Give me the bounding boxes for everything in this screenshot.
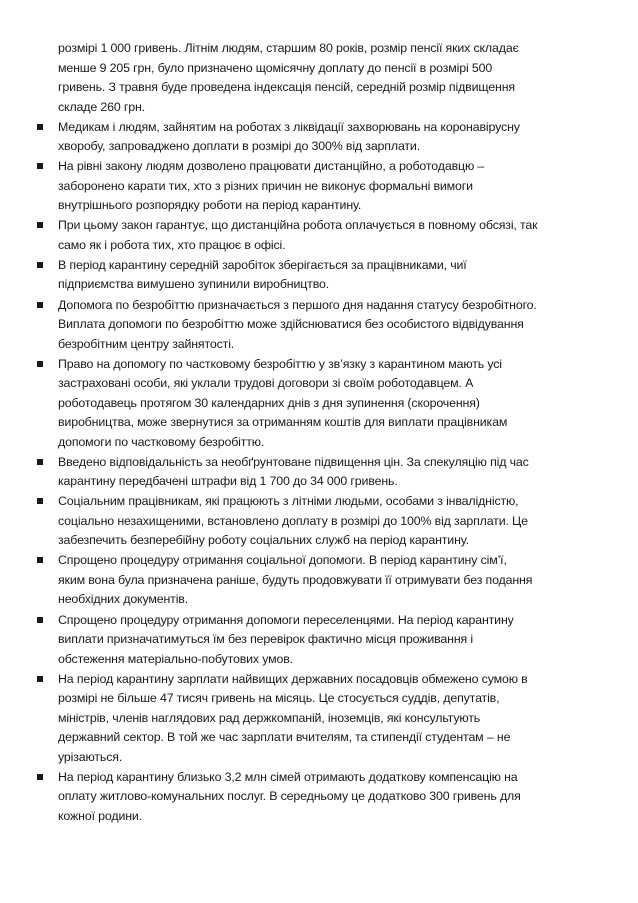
bullet-marker-icon bbox=[37, 361, 43, 367]
text-line: розмірі не більше 47 тисяч гривень на місяць. Це стосується суддів, депутатів, bbox=[58, 691, 500, 706]
text-line: застраховані особи, які уклали трудові договори зі своїм роботодавцем. А bbox=[58, 376, 474, 391]
bullet-marker-icon bbox=[37, 557, 43, 563]
text-line: виробництва, може звернутися за отриманням коштів для виплати працівникам bbox=[58, 415, 508, 430]
bullet-marker-icon bbox=[37, 774, 43, 780]
bullet-marker-icon bbox=[37, 676, 43, 682]
text-line: урізаються. bbox=[58, 749, 123, 764]
text-line: Виплата допомоги по безробіттю може здійснюватися без особистого відвідування bbox=[58, 317, 524, 331]
text-line: хворобу, запроваджено доплати в розмірі до 300% від зарплати. bbox=[58, 139, 420, 154]
text-line: забезпечить безперебійну роботу соціальних служб на період карантину. bbox=[58, 533, 469, 548]
text-line: розмірі 1 000 гривень. Літнім людям, старшим 80 років, розмір пенсії яких складає bbox=[58, 41, 519, 55]
text-line: В період карантину середній заробіток зберігається за працівниками, чиї bbox=[58, 257, 467, 272]
text-line: менше 9 205 грн, було призначено щомісячну доплату до пенсії в розмірі 500 bbox=[58, 60, 493, 75]
text-line: допомоги по частковому безробіттю. bbox=[58, 434, 265, 449]
text-line: На період карантину зарплати найвищих державних посадовців обмежено сумою в bbox=[58, 671, 528, 686]
text-line: соціально незахищеними, встановлено доплату в розмірі до 100% від зарплати. Це bbox=[58, 513, 528, 528]
text-line: Введено відповідальність за необґрунтоване підвищення цін. За спекуляцію під час bbox=[58, 454, 529, 469]
bullet-marker-icon bbox=[37, 617, 43, 623]
text-line: підприємства вимушено зупинили виробництво. bbox=[58, 277, 330, 292]
bullet-marker-icon bbox=[37, 163, 43, 169]
text-line: На період карантину близько 3,2 млн сімей отримають додаткову компенсацію на bbox=[58, 769, 518, 784]
text-line: само як і робота тих, хто працює в офісі. bbox=[58, 237, 286, 252]
bullet-marker-icon bbox=[37, 302, 43, 308]
text-line: заборонено карати тих, хто з різних причин не виконує формальні вимоги bbox=[58, 178, 473, 193]
text-line: безробітним центру зайнятості. bbox=[58, 336, 235, 351]
text-line: роботодавець протягом 30 календарних днів з дня зупинення (скорочення) bbox=[58, 395, 480, 410]
text-line: державний сектор. В той же час зарплати вчителям, та стипендії студентам – не bbox=[58, 730, 511, 745]
text-line: Медикам і людям, зайнятим на роботах з ліквідації захворювань на коронавірусну bbox=[58, 119, 520, 134]
text-line: внутрішнього розпорядку роботи на період карантину. bbox=[58, 198, 362, 213]
text-line: Спрощено процедуру отримання допомоги переселенцями. На період карантину bbox=[58, 612, 514, 627]
bullet-marker-icon bbox=[37, 498, 43, 504]
text-line: При цьому закон гарантує, що дистанційна робота оплачується в повному обсязі, так bbox=[58, 218, 538, 233]
text-line: Допомога по безробіттю призначається з першого дня надання статусу безробітного. bbox=[58, 297, 537, 312]
bullet-marker-icon bbox=[37, 262, 43, 268]
text-line: оплату житлово-комунальних послуг. В середньому це додатково 300 гривень для bbox=[58, 789, 521, 804]
text-line: Соціальним працівникам, які працюють з літніми людьми, особами з інвалідністю, bbox=[58, 494, 519, 509]
text-line: обстеження матеріально-побутових умов. bbox=[58, 651, 293, 666]
text-line: На рівні закону людям дозволено працювати дистанційно, а роботодавцю – bbox=[58, 159, 485, 174]
text-line: карантину передбачені штрафи від 1 700 до 34 000 гривень. bbox=[58, 474, 398, 489]
bullet-marker-icon bbox=[37, 459, 43, 465]
text-line: необхідних документів. bbox=[58, 592, 189, 607]
text-line: виплати призначатимуться їм без перевірок фактично місця проживання і bbox=[58, 632, 473, 646]
text-line: Спрощено процедуру отримання соціальної допомоги. В період карантину сім’ї, bbox=[58, 553, 507, 568]
bullet-marker-icon bbox=[37, 222, 43, 228]
text-line: Право на допомогу по частковому безробіттю у зв’язку з карантином мають усі bbox=[58, 356, 502, 371]
text-line: кожної родини. bbox=[58, 808, 142, 823]
bullet-marker-icon bbox=[37, 124, 43, 130]
text-line: яким вона була призначена раніше, будуть продовжувати її отримувати без подання bbox=[58, 572, 533, 587]
text-line: складе 260 грн. bbox=[58, 99, 146, 114]
text-line: гривень. З травня буде проведена індексація пенсій, середній розмір підвищення bbox=[58, 80, 515, 94]
text-line: міністрів, членів наглядових рад держкомпаній, іноземців, які консультують bbox=[58, 710, 481, 725]
